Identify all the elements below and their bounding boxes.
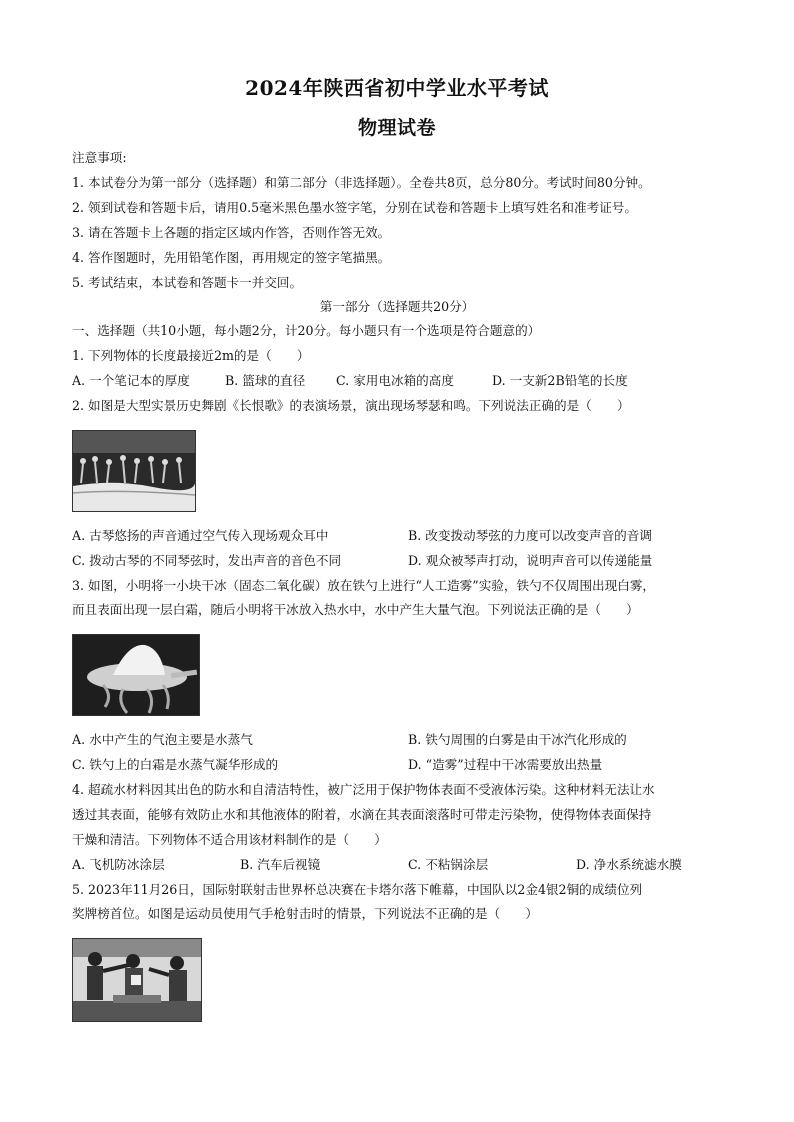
q3-stem-line-1: 3. 如图，小明将一小块干冰（固态二氧化碳）放在铁勺上进行“人工造雾”实验，铁勺不仅周围出现白雾， <box>72 578 656 593</box>
q1-option-c: C. 家用电冰箱的高度 <box>336 373 454 388</box>
notice-item-3: 3. 请在答题卡上各题的指定区域内作答，否则作答无效。 <box>72 225 391 240</box>
notice-heading: 注意事项: <box>72 150 127 165</box>
q4-option-c: C. 不粘锅涂层 <box>408 857 489 872</box>
q1-option-d: D. 一支新2B铅笔的长度 <box>492 373 628 388</box>
q2-option-c: C. 拨动古琴的不同琴弦时，发出声音的音色不同 <box>72 553 342 568</box>
q2-stem: 2. 如图是大型实景历史舞剧《长恨歌》的表演场景，演出现场琴瑟和鸣。下列说法正确的是（ ） <box>72 398 630 413</box>
q3-option-a: A. 水中产生的气泡主要是水蒸气 <box>72 732 253 747</box>
q4-stem-line-1: 4. 超疏水材料因其出色的防水和自清洁特性，被广泛用于保护物体表面不受液体污染。这种材料无法让水 <box>72 782 655 797</box>
q1-stem: 1. 下列物体的长度最接近2m的是（ ） <box>72 348 310 363</box>
q1-option-b: B. 篮球的直径 <box>225 373 306 388</box>
exam-subtitle: 物理试卷 <box>357 117 436 139</box>
notice-item-5: 5. 考试结束，本试卷和答题卡一并交回。 <box>72 275 303 290</box>
q4-option-a: A. 飞机防冰涂层 <box>72 857 165 872</box>
part1-heading: 第一部分（选择题共20分） <box>319 299 475 314</box>
q3-option-d: D. “造雾”过程中干冰需要放出热量 <box>408 757 603 772</box>
dry-ice-spoon-photo <box>72 634 200 716</box>
q3-option-c: C. 铁勺上的白霜是水蒸气凝华形成的 <box>72 757 279 772</box>
q4-stem-line-3: 干燥和清洁。下列物体不适合用该材料制作的是（ ） <box>72 832 387 847</box>
exam-title: 2024年陕西省初中学业水平考试 <box>245 76 549 100</box>
section-heading: 一、选择题（共10小题，每小题2分，计20分。每小题只有一个选项是符合题意的） <box>72 323 541 338</box>
q2-option-a: A. 古琴悠扬的声音通过空气传入现场观众耳中 <box>72 528 329 543</box>
q2-option-d: D. 观众被琴声打动，说明声音可以传递能量 <box>408 553 653 568</box>
q3-option-b: B. 铁勺周围的白雾是由干冰汽化形成的 <box>408 732 627 747</box>
notice-item-1: 1. 本试卷分为第一部分（选择题）和第二部分（非选择题）。全卷共8页，总分80分。考试时间80分钟。 <box>72 175 651 190</box>
q4-option-d: D. 净水系统滤水膜 <box>576 857 682 872</box>
q3-stem-line-2: 而且表面出现一层白霜，随后小明将干冰放入热水中，水中产生大量气泡。下列说法正确的是（ ） <box>72 602 639 617</box>
notice-item-4: 4. 答作图题时，先用铅笔作图，再用规定的签字笔描黑。 <box>72 250 391 265</box>
q1-option-a: A. 一个笔记本的厚度 <box>72 373 190 388</box>
notice-item-2: 2. 领到试卷和答题卡后，请用0.5毫米黑色墨水签字笔，分别在试卷和答题卡上填写姓名和准考证号。 <box>72 200 637 215</box>
pistol-shooting-photo <box>72 938 202 1022</box>
stage-performance-photo <box>72 430 196 512</box>
q5-stem-line-2: 奖牌榜首位。如图是运动员使用气手枪射击时的情景，下列说法不正确的是（ ） <box>72 906 538 921</box>
q4-option-b: B. 汽车后视镜 <box>240 857 321 872</box>
q5-stem-line-1: 5. 2023年11月26日，国际射联射击世界杯总决赛在卡塔尔落下帷幕，中国队以2金4银2铜的成绩位列 <box>72 882 643 897</box>
q2-option-b: B. 改变拨动琴弦的力度可以改变声音的音调 <box>408 528 652 543</box>
q4-stem-line-2: 透过其表面，能够有效防止水和其他液体的附着，水滴在其表面滚落时可带走污染物，使得物体表面保持 <box>72 807 652 822</box>
